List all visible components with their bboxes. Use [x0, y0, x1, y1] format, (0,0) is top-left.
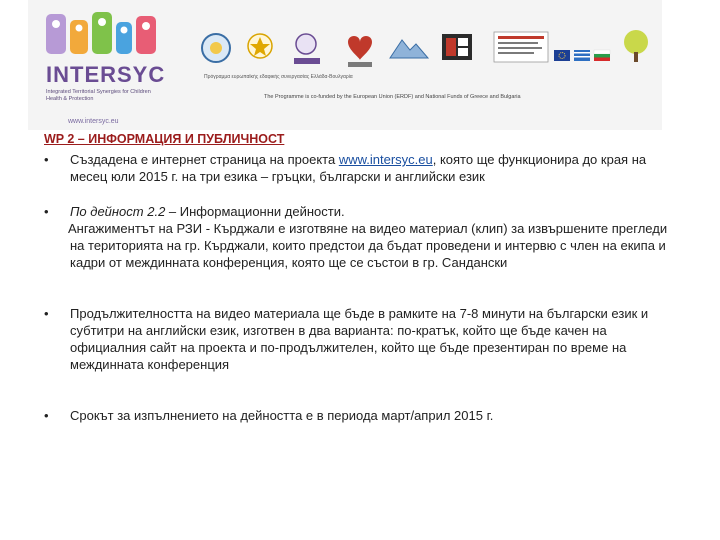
partner-mountain-logo	[390, 40, 428, 58]
eu-flag	[554, 50, 570, 61]
bulgaria-flag	[594, 50, 610, 61]
activity-description: Ангажиментът на РЗИ - Кърджали е изготвяне на видео материал (клип) за извършените прегледи на територията на гр. Кърджали, които предстои да бъдат проведени и интервю с член на екипа и кадри от междинната конференция, която ще се състои в гр. Сандански	[68, 221, 668, 270]
bullet-website-text-after: , която ще функционира до края на месец юли 2015 г. на три езика – гръцки, български и английски език	[70, 152, 647, 184]
bullet-website	[44, 151, 684, 185]
activity-label: По дейност 2.2	[70, 204, 166, 219]
bullet-dot: •	[44, 408, 49, 423]
header-banner	[28, 0, 662, 130]
deadline-text: Срокът за изпълнението на дейността е в периода март/април 2015 г.	[70, 408, 494, 423]
bullet-website-text-before: Създадена е интернет страница на проекта	[70, 152, 339, 167]
rzi-logo	[442, 34, 472, 60]
intersyc-logo	[44, 10, 164, 128]
project-website-link[interactable]: www.intersyc.eu	[338, 152, 433, 167]
partner-logos-row	[198, 26, 658, 70]
programme-cofunding-note: The Programme is co-funded by the European Union (ERDF) and National Funds of Greece and Bulgaria	[264, 94, 521, 100]
children-figures-icon	[44, 10, 164, 58]
bullet-activity-2-2	[44, 203, 684, 271]
bullet-dot: •	[44, 306, 49, 321]
programme-title-greek: Πρόγραμμα ευρωπαϊκής εδαφικής συνεργασίας Ελλάδα-Βουλγαρία	[204, 74, 353, 80]
bullet-dot: •	[44, 204, 49, 219]
logo-url: www.intersyc.eu	[68, 118, 119, 125]
partner-star-logo	[248, 34, 272, 58]
slide-content	[44, 131, 684, 424]
bullet-dot: •	[44, 152, 49, 167]
video-duration-text: Продължителността на видео материала ще бъде в рамките на 7-8 минути на български език и субтитри на английски език, изготвен в два варианта: по-кратък, който ще бъде качен на официалния сайт на проекта и по-продължителен, който ще бъде презентиран по време на междинната конференция	[70, 306, 649, 372]
activity-title: – Информационни дейности.	[165, 204, 345, 219]
bullet-video-duration	[44, 305, 684, 373]
partner-emblem	[202, 34, 230, 62]
interreg-logo	[494, 32, 548, 62]
logo-tagline: Integrated Territorial Synergies for Children Health & Protection	[46, 89, 151, 102]
bullet-deadline	[44, 407, 684, 424]
partner-heart-logo	[348, 36, 372, 67]
nadja-logo	[294, 34, 320, 64]
greece-flag	[574, 50, 590, 61]
logo-wordmark: INTERSYC	[46, 62, 166, 87]
partner-tree-logo	[624, 30, 648, 62]
section-title: WP 2 – ИНФОРМАЦИЯ И ПУБЛИЧНОСТ	[44, 132, 285, 146]
